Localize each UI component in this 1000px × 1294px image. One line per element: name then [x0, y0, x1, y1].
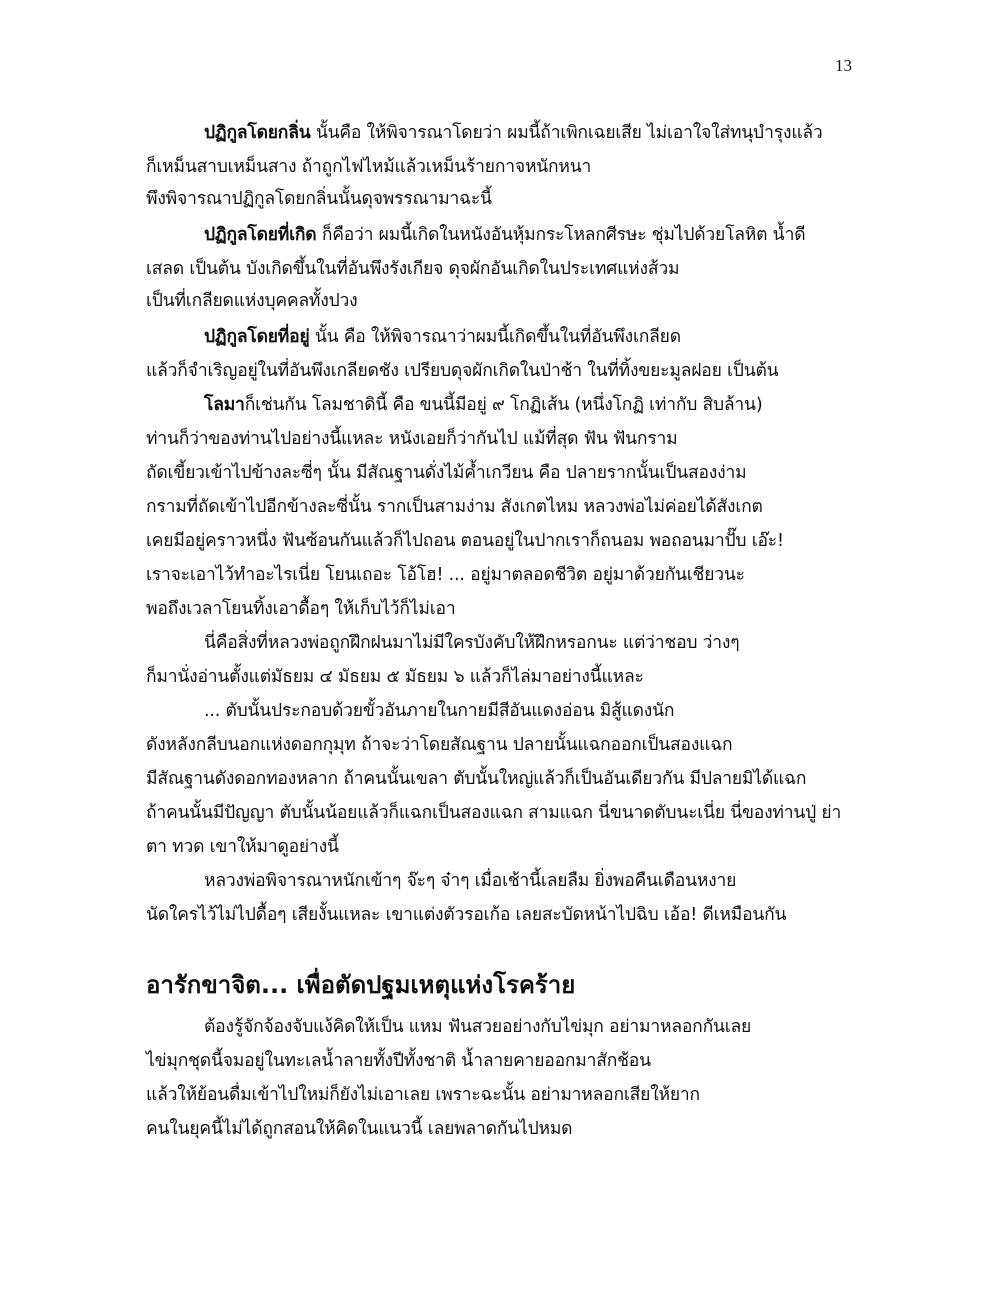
paragraph-line: โลมาก็เช่นกัน โลมชาดินี้ คือ ขนนี้มีอยู่ ๙ โกฏิเส้น (หนึ่งโกฏิ เท่ากับ สิบล้าน) — [204, 395, 763, 415]
bold-term: ปฏิกูลโดยที่เกิด — [204, 225, 317, 245]
paragraph-line: ปฏิกูลโดยกลิ่น นั้นคือ ให้พิจารณาโดยว่า ผมนี้ถ้าเพิกเฉยเสีย ไม่เอาใจใส่ทนุบำรุงแล้ว — [204, 123, 823, 143]
paragraph-line: พอถึงเวลาโยนทิ้งเอาดื้อๆ ให้เก็บไว้ก็ไม่เอา — [146, 599, 456, 619]
paragraph-line: ... ตับนั้นประกอบด้วยขั้วอันภายในกายมีสีอันแดงอ่อน มิสู้แดงนัก — [204, 701, 675, 721]
paragraph-line: ถัดเขี้ยวเข้าไปข้างละซี่ๆ นั้น มีสัณฐานดั่งไม้ค้ำเกวียน คือ ปลายรากนั้นเป็นสองง่าม — [146, 463, 747, 483]
paragraph-line: นี่คือสิ่งที่หลวงพ่อถูกฝึกฝนมาไม่มีใครบังคับให้ฝึกหรอกนะ แต่ว่าชอบ ว่างๆ — [204, 633, 740, 653]
paragraph-line: เราจะเอาไว้ทำอะไรเนี่ย โยนเถอะ โอ้โฮ! ... อยู่มาตลอดชีวิต อยู่มาด้วยกันเชียวนะ — [146, 565, 745, 585]
paragraph-line: ตา ทวด เขาให้มาดูอย่างนี้ — [146, 837, 339, 857]
paragraph-line: กรามที่ถัดเข้าไปอีกข้างละซี่นั้น รากเป็นสามง่าม สังเกตไหม หลวงพ่อไม่ค่อยได้สังเกต — [146, 497, 763, 517]
paragraph-line: ก็เหม็นสาบเหม็นสาง ถ้าถูกไฟไหม้แล้วเหม็นร้ายกาจหนักหนา — [146, 157, 592, 177]
paragraph-line: เคยมีอยู่คราวหนึ่ง ฟันซ้อนกันแล้วก็ไปถอน ตอนอยู่ในปากเราก็ถนอม พอถอนมาปั๊บ เอ๊ะ! — [146, 531, 784, 551]
paragraph-line: คนในยุคนี้ไม่ได้ถูกสอนให้คิดในแนวนี้ เลยพลาดกันไปหมด — [146, 1119, 573, 1139]
paragraph-line: ปฏิกูลโดยที่อยู่ นั้น คือ ให้พิจารณาว่าผมนี้เกิดขึ้นในที่อันพึงเกลียด — [204, 327, 681, 347]
paragraph-line: พึงพิจารณาปฏิกูลโดยกลิ่นนั้นดุจพรรณามาฉะนี้ — [146, 189, 492, 209]
bold-term: โลมา — [204, 395, 245, 415]
paragraph-line: ท่านก็ว่าของท่านไปอย่างนี้แหละ หนังเอยก็ว่ากันไป แม้ที่สุด ฟัน ฟันกราม — [146, 429, 678, 449]
paragraph-line: หลวงพ่อพิจารณาหนักเข้าๆ จ๊ะๆ จ๋าๆ เมื่อเช้านี้เลยลืม ยิ่งพอคืนเดือนหงาย — [204, 871, 737, 891]
bold-term: ปฏิกูลโดยที่อยู่ — [204, 327, 310, 347]
paragraph-line: แล้วให้ย้อนดื่มเข้าไปใหม่ก็ยังไม่เอาเลย เพราะฉะนั้น อย่ามาหลอกเสียให้ยาก — [146, 1085, 700, 1105]
paragraph-line: เป็นที่เกลียดแห่งบุคคลทั้งปวง — [146, 291, 358, 311]
page-number: 13 — [835, 56, 852, 75]
paragraph-line: แล้วก็จำเริญอยู่ในที่อันพึงเกลียดชัง เปรียบดุจผักเกิดในป่าช้า ในที่ทิ้งขยะมูลฝอย เป็นต้น — [146, 361, 779, 381]
paragraph-line: ต้องรู้จักจ้องจับแง้คิดให้เป็น แหม ฟันสวยอย่างกับไข่มุก อย่ามาหลอกกันเลย — [204, 1017, 752, 1037]
paragraph-line: ปฏิกูลโดยที่เกิด ก็คือว่า ผมนี้เกิดในหนังอันหุ้มกระโหลกศีรษะ ชุ่มไปด้วยโลหิต น้ำดี — [204, 225, 806, 245]
paragraph-line: ดังหลังกลีบนอกแห่งดอกกุมุท ถ้าจะว่าโดยสัณฐาน ปลายนั้นแฉกออกเป็นสองแฉก — [146, 735, 733, 755]
section-heading: อารักขาจิต... เพื่อตัดปฐมเหตุแห่งโรคร้าย — [146, 971, 576, 999]
bold-term: ปฏิกูลโดยกลิ่น — [204, 123, 311, 143]
paragraph-line: มีสัณฐานดังดอกทองหลาก ถ้าคนนั้นเขลา ตับนั้นใหญ่แล้วก็เป็นอันเดียวกัน มีปลายมิได้แฉก — [146, 769, 807, 789]
paragraph-line: เสลด เป็นต้น บังเกิดขึ้นในที่อันพึงรังเกียจ ดุจผักอันเกิดในประเทศแห่งส้วม — [146, 259, 680, 279]
paragraph-line: นัดใครไว้ไม่ไปดื้อๆ เสียงั้นแหละ เขาแต่งตัวรอเก้อ เลยสะบัดหน้าไปฉิบ เอ้อ! ดีเหมือนกัน — [146, 905, 787, 925]
paragraph-line: ก็มานั่งอ่านตั้งแต่มัธยม ๔ มัธยม ๕ มัธยม ๖ แล้วก็ไล่มาอย่างนี้แหละ — [146, 667, 644, 687]
paragraph-line: ถ้าคนนั้นมีปัญญา ตับนั้นน้อยแล้วก็แฉกเป็นสองแฉก สามแฉก นี่ขนาดตับนะเนี่ย นี่ของท่านปู่ ย่า — [146, 803, 842, 823]
paragraph-line: ไข่มุกชุดนี้จมอยู่ในทะเลน้ำลายทั้งปีทั้งชาติ น้ำลายคายออกมาสักช้อน — [146, 1051, 651, 1071]
